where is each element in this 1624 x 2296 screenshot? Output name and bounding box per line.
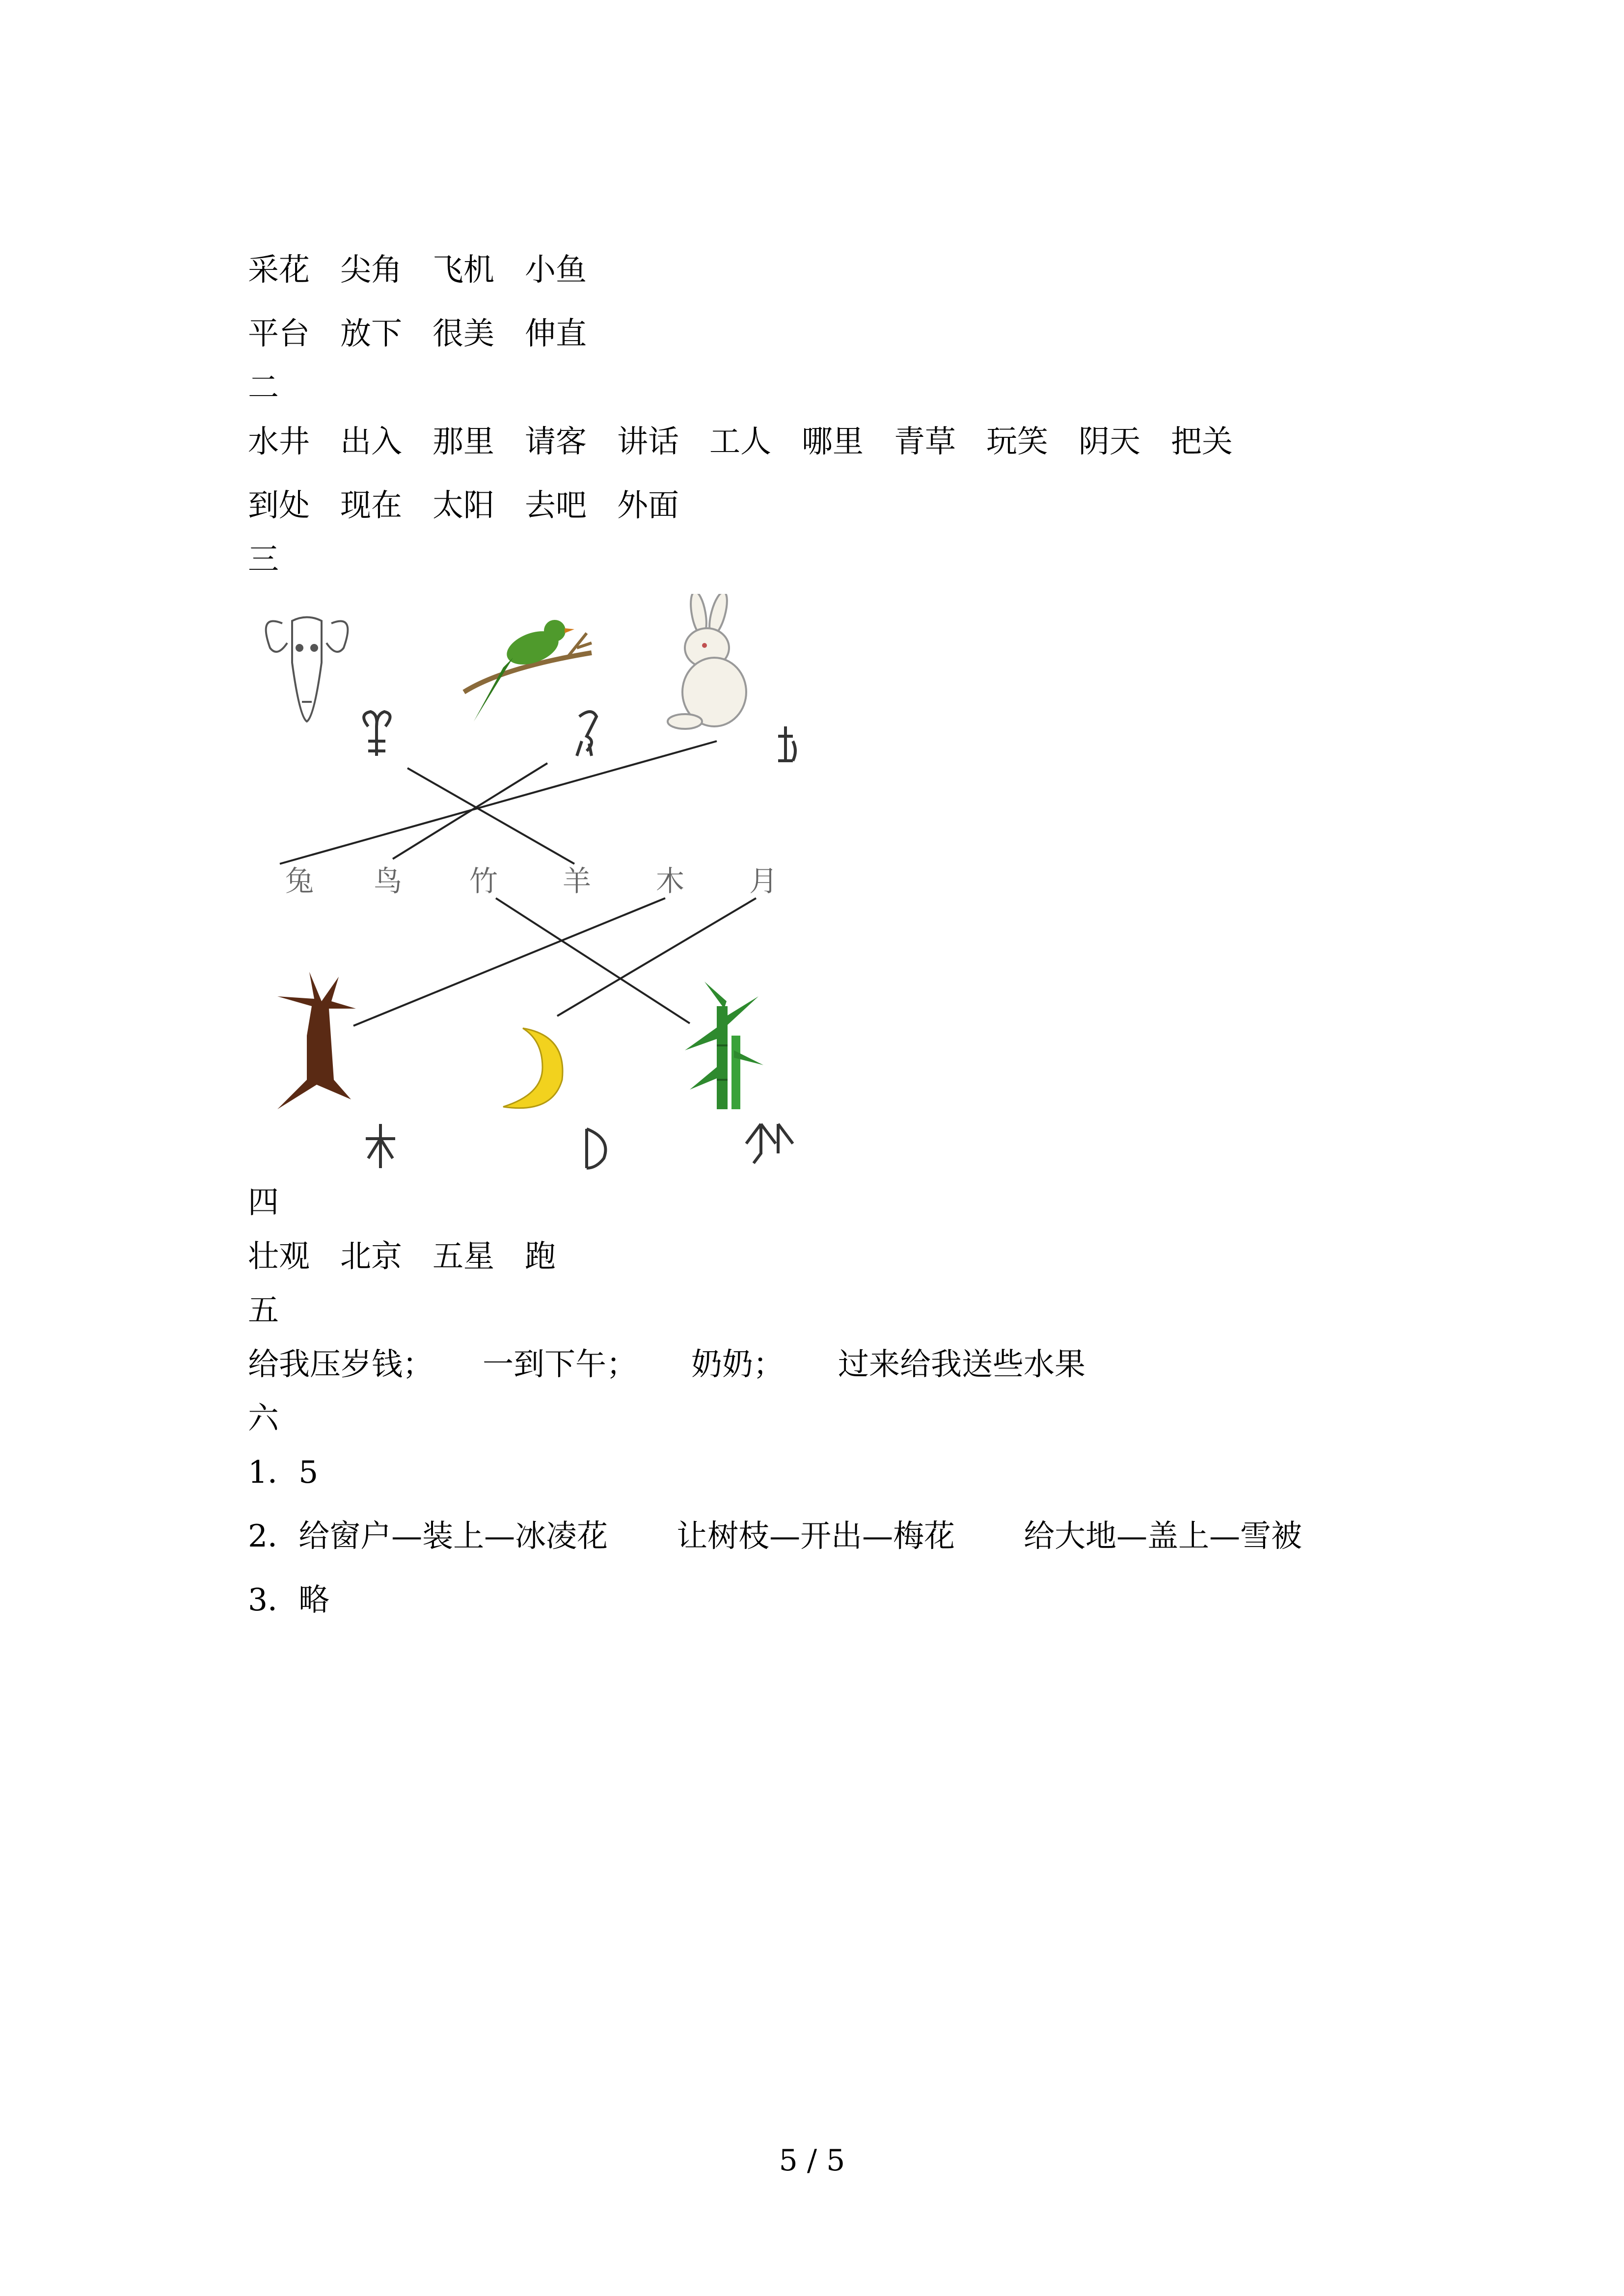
bird-picture [464, 620, 592, 721]
word: 外面 [617, 487, 679, 523]
section-heading-2: 二 [248, 370, 279, 405]
phrase: 2．给窗户—装上—冰凌花 [248, 1518, 608, 1554]
word: 平台 [248, 316, 310, 351]
bird-ancient-char [577, 712, 596, 756]
moon-ancient-char [587, 1129, 605, 1168]
label-bird: 鸟 [373, 864, 403, 898]
word: 跑 [525, 1238, 556, 1274]
word: 请客 [525, 424, 587, 459]
match-line [280, 741, 717, 864]
word: 放下 [340, 316, 402, 351]
section-heading-5: 五 [248, 1292, 279, 1328]
page-number: 5 / 5 [779, 2143, 845, 2178]
word: 五星 [433, 1238, 494, 1274]
word: 北京 [340, 1238, 402, 1274]
rabbit-ancient-char [778, 726, 795, 761]
word: 玩笑 [986, 424, 1048, 459]
word: 阴天 [1079, 424, 1140, 459]
answer-line-1a [248, 250, 617, 290]
crescent-moon-picture [503, 1028, 563, 1108]
phrase: 让树枝—开出—梅花 [677, 1518, 955, 1554]
bamboo-ancient-char [746, 1124, 793, 1163]
word: 小鱼 [525, 252, 587, 288]
tree-picture [277, 972, 356, 1109]
word: 尖角 [340, 252, 402, 288]
label-moon: 月 [749, 864, 778, 898]
label-sheep: 羊 [562, 864, 592, 898]
matching-figure [248, 594, 817, 1178]
answer-item-3: 3．略 [248, 1582, 330, 1618]
word: 把关 [1171, 424, 1233, 459]
word: 工人 [709, 424, 771, 459]
match-line [496, 898, 690, 1023]
phrase: 一到下午； [483, 1346, 637, 1382]
answer-line-2a [248, 422, 1263, 461]
phrase: 过来给我送些水果 [838, 1346, 1085, 1382]
word: 哪里 [802, 424, 864, 459]
sheep-ancient-char [364, 712, 390, 756]
phrase: 奶奶； [691, 1346, 784, 1382]
label-bamboo: 竹 [469, 864, 498, 898]
word: 讲话 [617, 424, 679, 459]
word: 水井 [248, 424, 310, 459]
section-heading-3: 三 [248, 541, 279, 577]
answer-item-1: 1．5 [248, 1454, 319, 1490]
match-line [353, 898, 665, 1026]
sheep-head-picture [266, 617, 348, 722]
word: 伸直 [525, 316, 587, 351]
word: 到处 [248, 487, 310, 523]
section-heading-6: 六 [248, 1400, 279, 1436]
answer-line-1b [248, 314, 617, 353]
phrase: 给大地—盖上—雪被 [1024, 1518, 1302, 1554]
answer-line-4 [248, 1237, 586, 1276]
word: 太阳 [433, 487, 494, 523]
word: 去吧 [525, 487, 587, 523]
word: 壮观 [248, 1238, 310, 1274]
word: 很美 [433, 316, 494, 351]
rabbit-picture [668, 594, 746, 729]
word: 飞机 [433, 252, 494, 288]
word: 青草 [894, 424, 956, 459]
word: 采花 [248, 252, 310, 288]
phrase: 给我压岁钱； [248, 1346, 433, 1382]
word: 出入 [340, 424, 402, 459]
answer-item-2 [248, 1517, 1302, 1556]
answer-line-2b [248, 486, 709, 525]
word: 现在 [340, 487, 402, 523]
label-wood: 木 [655, 864, 685, 898]
wood-ancient-char [366, 1124, 395, 1168]
word: 那里 [433, 424, 494, 459]
answer-line-5 [248, 1345, 1085, 1384]
match-line [407, 768, 574, 864]
bamboo-picture [685, 982, 763, 1109]
label-rabbit: 兔 [285, 864, 314, 898]
section-heading-4: 四 [248, 1184, 279, 1220]
